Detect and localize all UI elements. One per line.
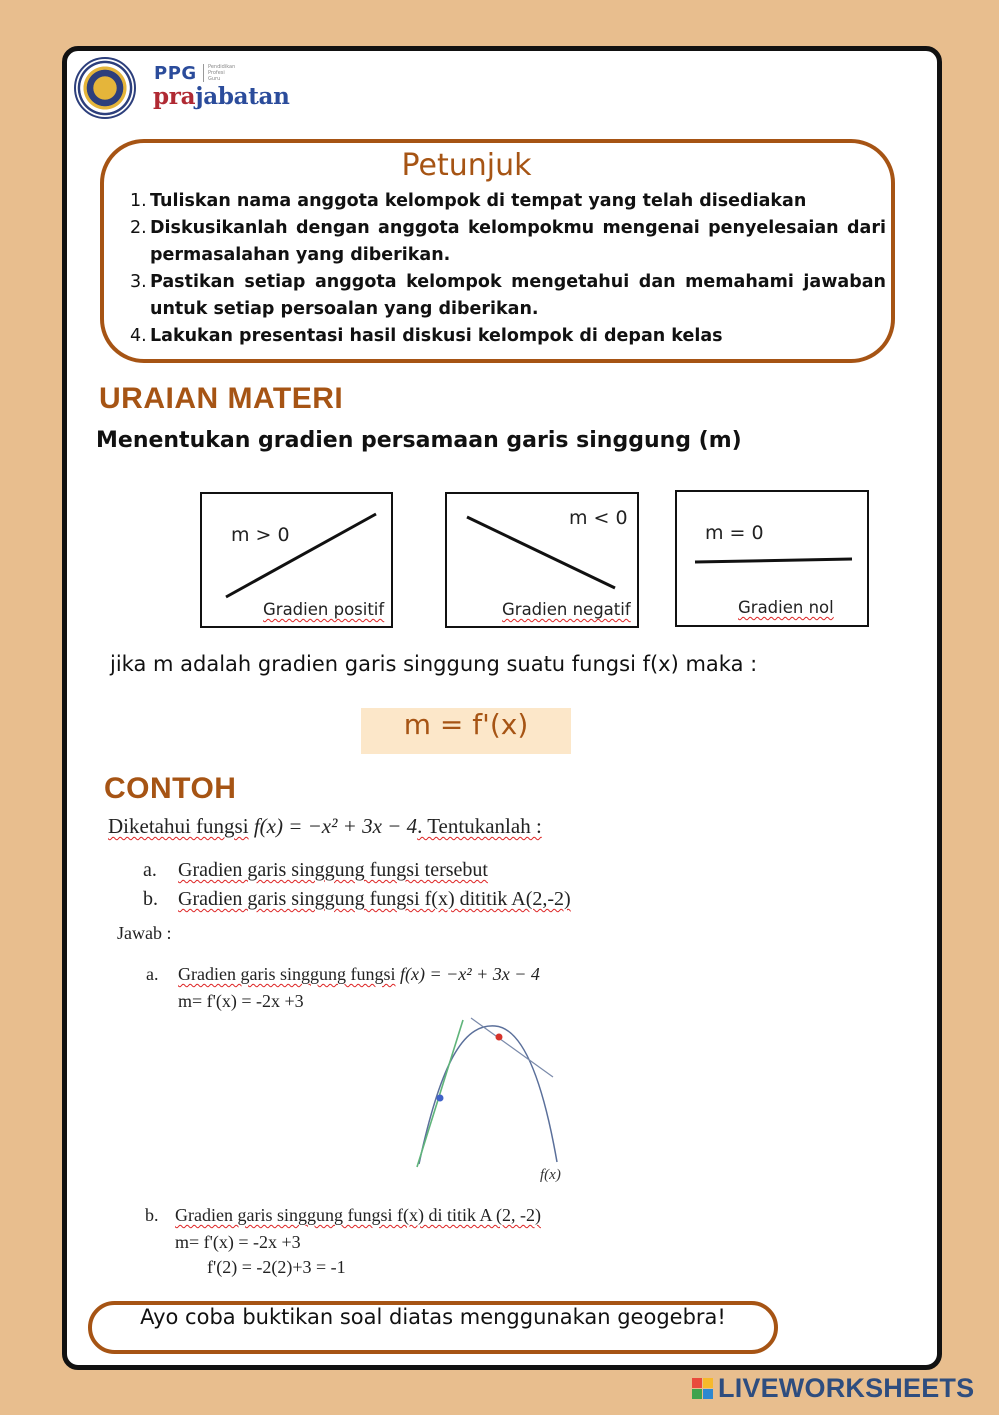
answer-a-derivative: m= f'(x) = -2x +3 bbox=[178, 991, 304, 1011]
materi-subtitle: Menentukan gradien persamaan garis singgung (m) bbox=[96, 428, 742, 453]
ppg-logo-subtext: Pendidikan Profesi Guru bbox=[203, 64, 235, 82]
answer-b-result: f'(2) = -2(2)+3 = -1 bbox=[207, 1257, 346, 1277]
parabola-tangent-graph bbox=[405, 1012, 585, 1187]
graph-zero bbox=[675, 490, 869, 627]
gradient-formula: m = f'(x) bbox=[361, 708, 571, 754]
jawab-label: Jawab : bbox=[117, 923, 172, 943]
question-b: b. Gradien garis singgung fungsi f(x) dititik A(2,-2) bbox=[143, 888, 571, 910]
contoh-heading: CONTOH bbox=[104, 772, 237, 805]
graph-label: m = 0 bbox=[705, 522, 764, 544]
uraian-materi-heading: URAIAN MATERI bbox=[99, 382, 344, 415]
answer-b: b. Gradien garis singgung fungsi f(x) di titik A (2, -2) bbox=[145, 1205, 541, 1225]
tangent-line-gray bbox=[471, 1018, 553, 1077]
contoh-intro: Diketahui fungsi f(x) = −x² + 3x − 4. Tentukanlah : bbox=[108, 814, 542, 838]
graph-label: m < 0 bbox=[569, 507, 628, 529]
graph-caption: Gradien negatif bbox=[502, 600, 631, 619]
liveworksheets-logo-icon bbox=[692, 1378, 714, 1400]
jika-statement: jika m adalah gradien garis singgung suatu fungsi f(x) maka : bbox=[110, 652, 758, 676]
petunjuk-item: 2. Diskusikanlah dengan anggota kelompokmu mengenai penyelesaian dari permasalahan yang diberikan. bbox=[130, 218, 886, 265]
petunjuk-item: 4. Lakukan presentasi hasil diskusi kelompok di depan kelas bbox=[130, 326, 723, 346]
graph-label: m > 0 bbox=[231, 524, 290, 546]
geogebra-prompt: Ayo coba buktikan soal diatas menggunakan geogebra! bbox=[88, 1301, 778, 1354]
university-seal-logo bbox=[74, 57, 136, 119]
question-a: a. Gradien garis singgung fungsi tersebut bbox=[143, 859, 488, 881]
graph-positive bbox=[200, 492, 393, 628]
petunjuk-title: Petunjuk bbox=[401, 148, 532, 183]
petunjuk-item: 1. Tuliskan nama anggota kelompok di tempat yang telah disediakan bbox=[130, 191, 807, 211]
graph-caption: Gradien nol bbox=[738, 598, 834, 617]
prajabatan-logo: prajabatan bbox=[153, 83, 290, 110]
tangent-line-green bbox=[417, 1020, 463, 1167]
point-red bbox=[496, 1034, 503, 1041]
graph-caption: Gradien positif bbox=[263, 600, 385, 619]
answer-b-derivative: m= f'(x) = -2x +3 bbox=[175, 1232, 301, 1252]
petunjuk-item: 3. Pastikan setiap anggota kelompok mengetahui dan memahami jawaban untuk setiap persoalan yang diberikan. bbox=[130, 272, 886, 319]
petunjuk-list bbox=[130, 188, 886, 350]
liveworksheets-brand: LIVEWORKSHEETS bbox=[718, 1373, 975, 1403]
graph-negative bbox=[445, 492, 639, 628]
point-blue bbox=[437, 1095, 444, 1102]
graph-function-label: f(x) bbox=[540, 1167, 561, 1183]
ppg-logo-text: PPG bbox=[154, 63, 197, 84]
answer-a: a. Gradien garis singgung fungsi f(x) = −x² + 3x − 4 bbox=[146, 964, 540, 984]
